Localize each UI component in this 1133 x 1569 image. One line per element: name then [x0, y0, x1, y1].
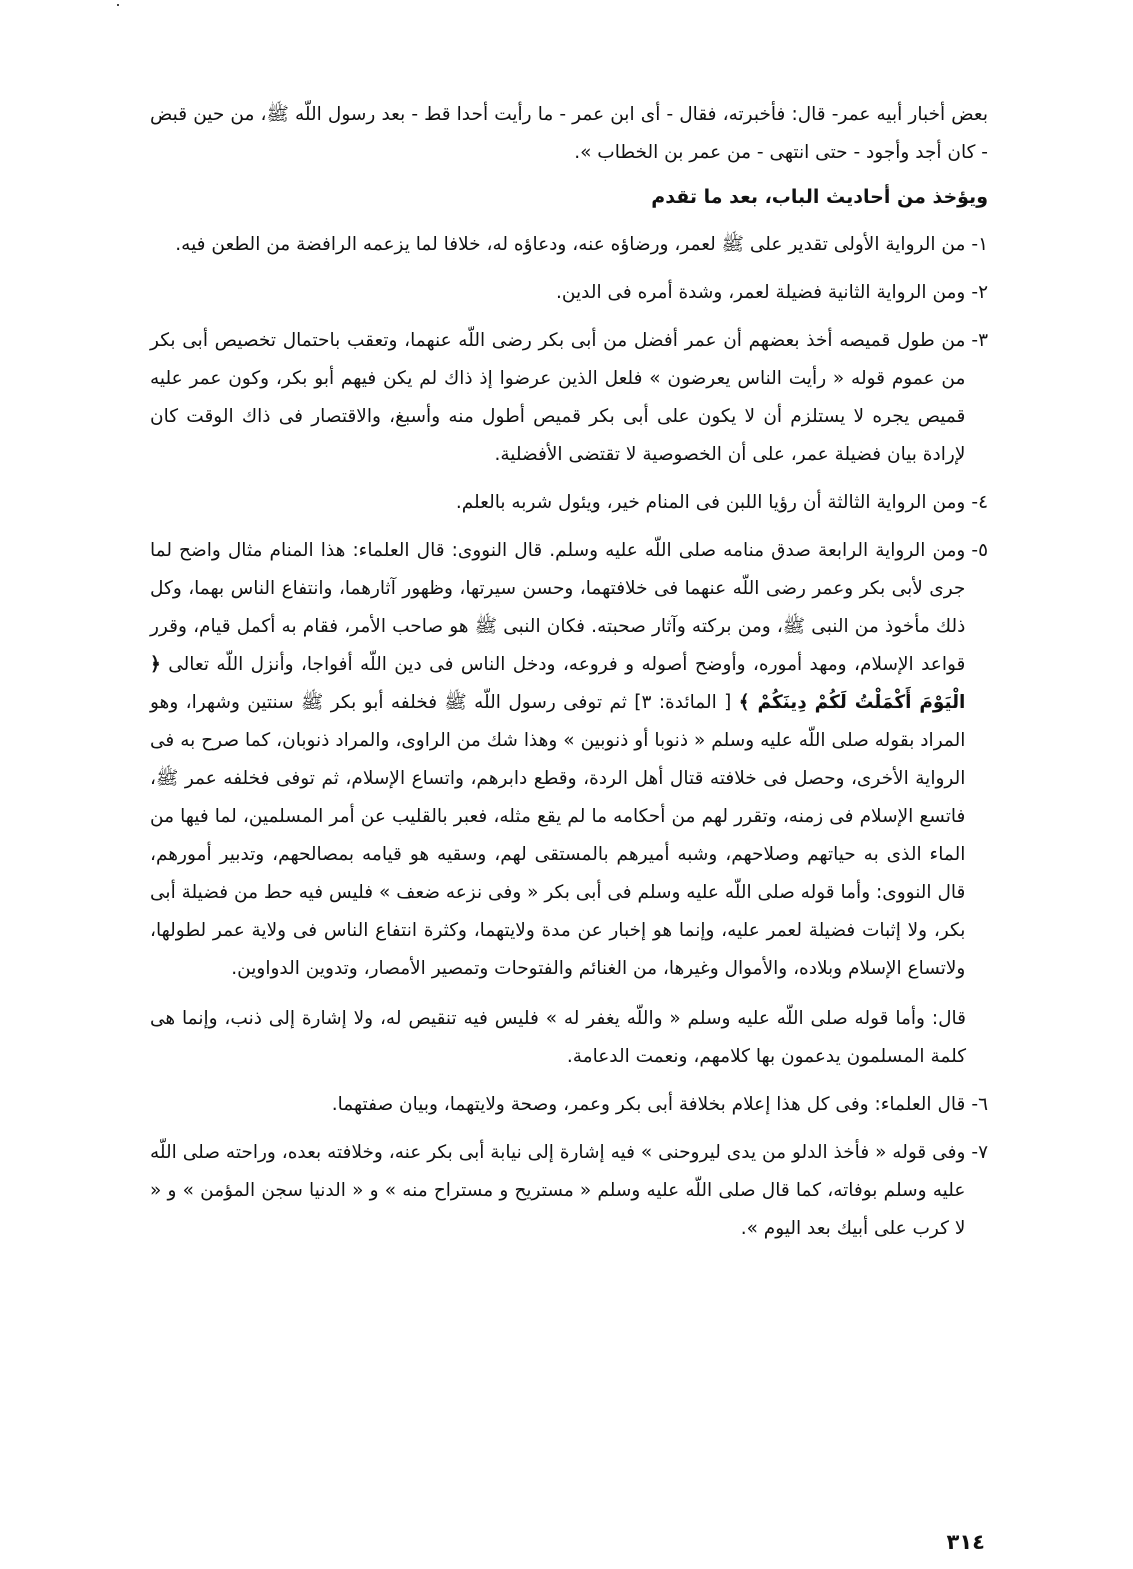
item5-text-after: [ المائدة: ٣] ثم توفى رسول اللّه ﷺ فخلفه أبو بكر ﷺ سنتين وشهرا، وهو المراد بقوله صلى اللّه عليه وسلم « ذنوبا أو ذنوبين » وهذا شك من الراوى، والمراد ذنوبان، كما صرح به فى الرواية الأخرى، وحصل فى خلافته قتال أهل الردة، وقطع دابرهم، واتساع الإسلام، ثم توفى فخلفه عمر ﷺ، فاتسع الإسلام فى زمنه، وتقرر لهم من أحكامه ما لم يقع مثله، فعبر بالقليب عن أمر المسلمين، لما فيها من الماء الذى به حياتهم وصلاحهم، وشبه أميرهم بالمستقى لهم، وسقيه هو قيامه بمصالحهم، وتدبير أمورهم، قال النووى: وأما قوله صلى اللّه عليه وسلم فى أبى بكر « وفى نزعه ضعف » فليس فيه حط من فضيلة أبى بكر، ولا إثبات فضيلة لعمر عليه، وإنما هو إخبار عن مدة ولايتهما، وكثرة انتفاع الناس فى ولاية عمر لطولها، ولاتساع الإسلام وبلاده، والأموال وغيرها، من الغنائم والفتوحات وتمصير الأمصار، وتدوين الدواوين. [150, 692, 966, 979]
list-item-number: ٦- [971, 1094, 988, 1115]
list-item-4 [150, 484, 988, 522]
list-item-text: ومن الرواية الثانية فضيلة لعمر، وشدة أمره فى الدين. [556, 282, 966, 303]
list-item-text: قال العلماء: وفى كل هذا إعلام بخلافة أبى بكر وعمر، وصحة ولايتهما، وبيان صفتهما. [331, 1094, 966, 1115]
list-item-1 [150, 226, 988, 264]
list-item-text: من طول قميصه أخذ بعضهم أن عمر أفضل من أبى بكر رضى اللّه عنهما، وتعقب باحتمال تخصيص أبى بكر من عموم قوله « رأيت الناس يعرضون » فلعل الذين عرضوا إذ ذاك لم يكن فيهم أبو بكر، وكون عمر عليه قميص يجره لا يستلزم أن لا يكون على أبى بكر قميص أطول منه وأسبغ، والاقتصار فى ذاك الوقت كان لإرادة بيان فضيلة عمر، على أن الخصوصية لا تقتضى الأفضلية. [150, 330, 966, 465]
section-heading: ويؤخذ من أحاديث الباب، بعد ما تقدم [651, 186, 988, 208]
scan-speck [117, 4, 119, 6]
list-item-text: وفى قوله « فأخذ الدلو من يدى ليروحنى » فيه إشارة إلى نيابة أبى بكر عنه، وخلافته بعده، وراحته صلى اللّه عليه وسلم بوفاته، كما قال صلى اللّه عليه وسلم « مستريح و مستراح منه » و « الدنيا سجن المؤمن » و « لا كرب على أبيك بعد اليوم ». [150, 1142, 966, 1239]
list-item-number: ٤- [971, 492, 988, 513]
list-item-6 [150, 1086, 988, 1124]
list-item-number: ٥- [971, 540, 988, 561]
list-item-text [150, 532, 965, 988]
list-item-number: ٧- [971, 1142, 988, 1163]
list-item-5 [150, 532, 988, 988]
list-item-2 [150, 274, 988, 312]
list-item-text: من الرواية الأولى تقدير على ﷺ لعمر، ورضاؤه عنه، ودعاؤه له، خلافا لما يزعمه الرافضة من الطعن فيه. [175, 234, 966, 255]
list-item-3 [150, 322, 988, 474]
qala-paragraph: قال: وأما قوله صلى اللّه عليه وسلم « واللّه يغفر له » فليس فيه تنقيص له، ولا إشارة إلى ذنب، وإنما هى كلمة المسلمون يدعمون بها كلامهم، ونعمت الدعامة. [150, 1008, 966, 1067]
list-item-7 [150, 1134, 988, 1248]
list-item-number: ٣- [971, 330, 988, 351]
page-number: ٣١٤ [946, 1530, 985, 1554]
item5-text-before: ومن الرواية الرابعة صدق منامه صلى اللّه عليه وسلم. قال النووى: قال العلماء: هذا المنام مثال واضح لما جرى لأبى بكر وعمر رضى اللّه عنهما فى خلافتهما، وحسن سيرتها، وظهور آثارهما، وانتفاع الناس بهما، وكل ذلك مأخوذ من النبى ﷺ، ومن بركته وآثار صحبته. فكان النبى ﷺ هو صاحب الأمر، فقام به أكمل قيام، وقرر قواعد الإسلام، ومهد أموره، وأوضح أصوله و فروعه، ودخل الناس فى دين اللّه أفواجا، وأنزل اللّه تعالى [150, 540, 966, 675]
list-item-text: ومن الرواية الثالثة أن رؤيا اللبن فى المنام خير، ويئول شربه بالعلم. [455, 492, 966, 513]
quran-verse: ﴿ الْيَوْمَ أَكْمَلْتُ لَكُمْ دِينَكُمْ ﴾ [150, 654, 966, 713]
intro-paragraph: بعض أخبار أبيه عمر- قال: فأخبرته، فقال - أى ابن عمر - ما رأيت أحدا قط - بعد رسول اللّه ﷺ، من حين قبض - كان أجد وأجود - حتى انتهى - من عمر بن الخطاب ». [150, 104, 988, 163]
list-item-number: ٢- [971, 282, 988, 303]
list-item-number: ١- [971, 234, 988, 255]
page-body [150, 96, 988, 1248]
